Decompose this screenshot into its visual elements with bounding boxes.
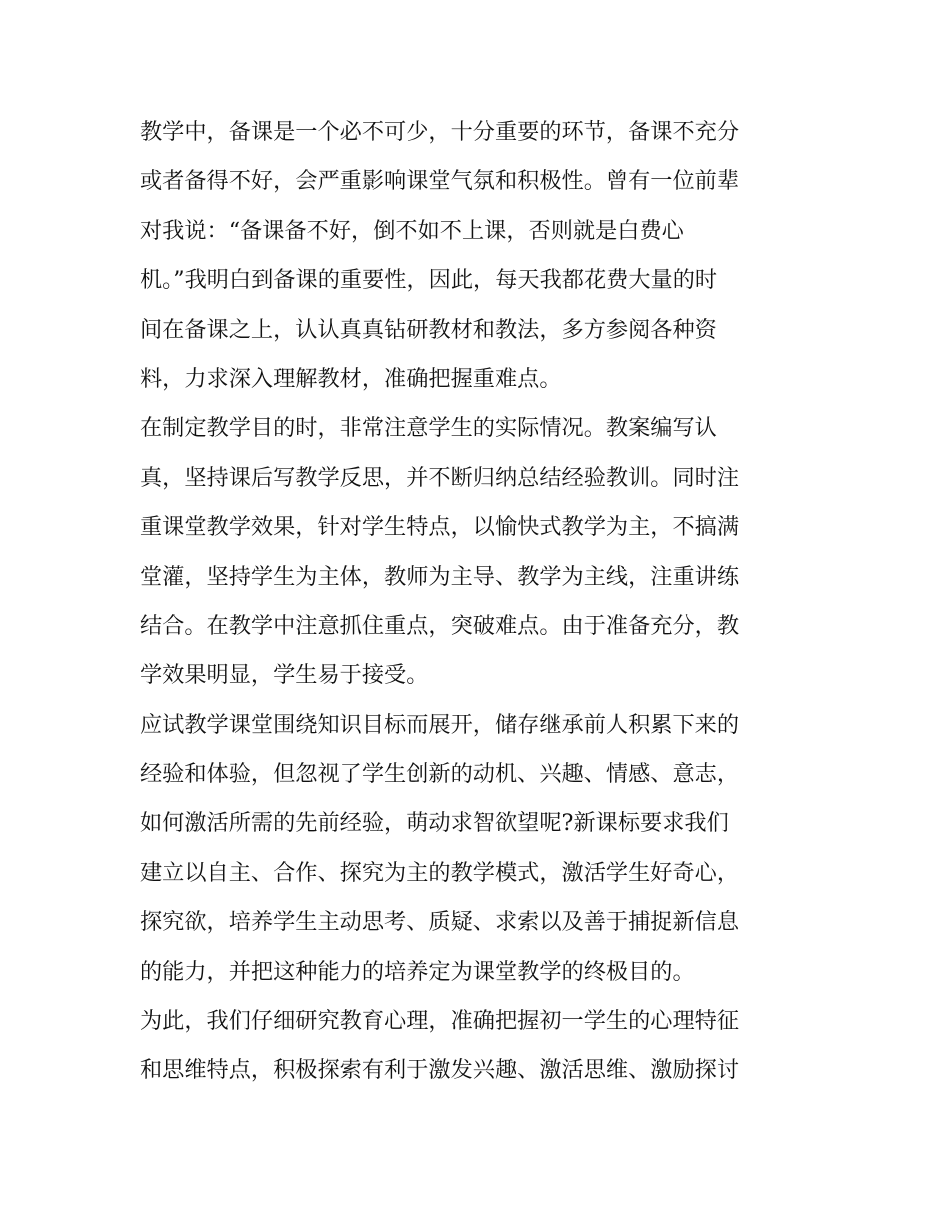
text-line: 堂灌，坚持学生为主体，教师为主导、教学为主线，注重讲练 <box>140 563 740 590</box>
text-line: 为此，我们仔细研究教育心理，准确把握初一学生的心理特征 <box>140 1008 740 1035</box>
text-line: 和思维特点，积极探索有利于激发兴趣、激活思维、激励探讨 <box>140 1057 740 1084</box>
text-line: 机。”我明白到备课的重要性，因此，每天我都花费大量的时 <box>140 267 718 294</box>
text-line: 间在备课之上，认认真真钻研教材和教法，多方参阅各种资 <box>140 316 717 343</box>
text-line: 应试教学课堂围绕知识目标而展开，储存继承前人积累下来的 <box>140 711 740 738</box>
text-line: 在制定教学目的时，非常注意学生的实际情况。教案编写认 <box>140 415 717 442</box>
text-line: 对我说：“备课备不好，倒不如不上课，否则就是白费心 <box>140 217 684 244</box>
text-line: 建立以自主、合作、探究为主的教学模式，激活学生好奇心， <box>140 859 740 886</box>
text-line: 或者备得不好，会严重影响课堂气氛和积极性。曾有一位前辈 <box>140 168 740 195</box>
text-line: 教学中，备课是一个必不可少，十分重要的环节，备课不充分 <box>140 119 740 145</box>
text-line: 如何激活所需的先前经验，萌动求智欲望呢?新课标要求我们 <box>140 810 729 837</box>
text-line: 的能力，并把这种能力的培养定为课堂教学的终极目的。 <box>140 958 695 985</box>
text-line: 重课堂教学效果，针对学生特点，以愉快式教学为主，不搞满 <box>140 514 740 541</box>
text-line: 结合。在教学中注意抓住重点，突破难点。由于准备充分，教 <box>140 612 740 639</box>
text-line: 经验和体验，但忽视了学生创新的动机、兴趣、情感、意志， <box>140 761 740 788</box>
text-line: 料，力求深入理解教材，准确把握重难点。 <box>140 365 562 392</box>
text-line: 学效果明显，学生易于接受。 <box>140 662 429 689</box>
text-line: 真，坚持课后写教学反思，并不断归纳总结经验教训。同时注 <box>140 464 740 491</box>
text-line: 探究欲，培养学生主动思考、质疑、求索以及善于捕捉新信息 <box>140 909 740 936</box>
document-body <box>140 108 820 1096</box>
